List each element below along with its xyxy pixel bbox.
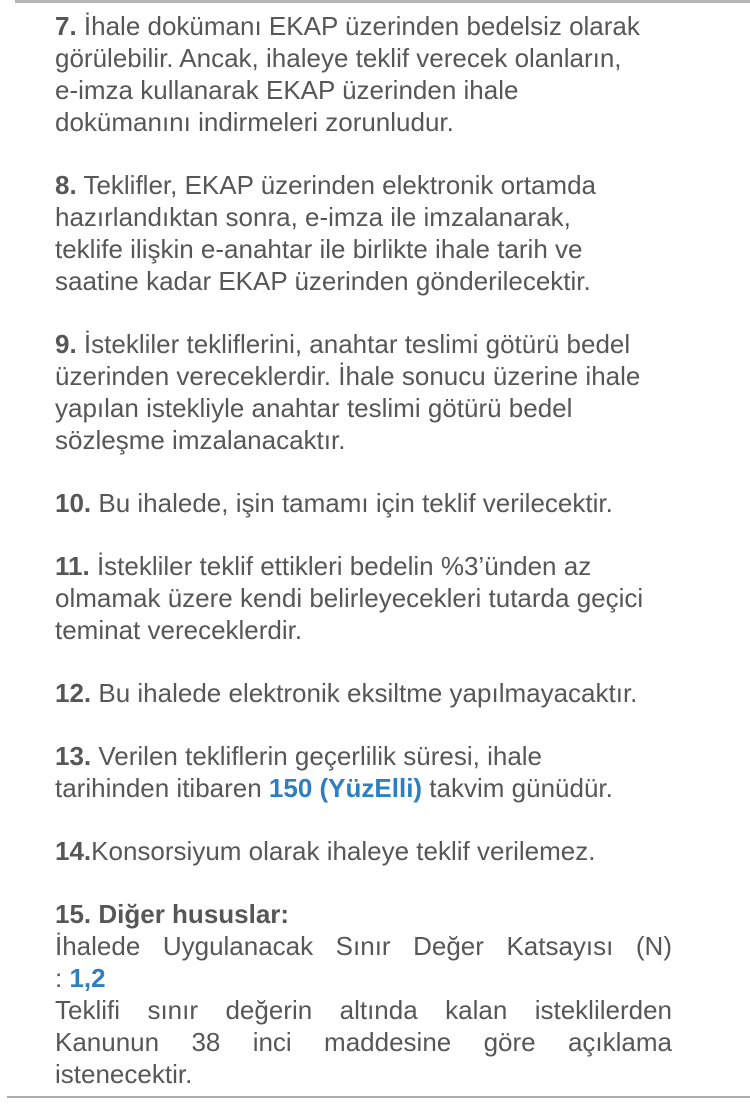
item-7	[55, 10, 672, 138]
text-segment: :	[55, 963, 70, 993]
text-segment: Kanunun 38 inci maddesine göre açıklama	[55, 1027, 672, 1057]
item-12	[55, 677, 672, 709]
text-line	[55, 677, 672, 709]
item-11	[55, 550, 672, 646]
text-line	[55, 233, 672, 265]
tender-notice-document	[55, 10, 672, 1090]
text-segment: Teklifler, EKAP üzerinden elektronik ortamda	[76, 170, 597, 200]
text-line	[55, 487, 672, 519]
text-line	[55, 42, 672, 74]
text-segment: Bu ihalede elektronik eksiltme yapılmayacaktır.	[91, 678, 638, 708]
text-line	[55, 835, 672, 867]
item-number: 12.	[55, 678, 92, 708]
text-line	[55, 550, 672, 582]
text-segment: olmamak üzere kendi belirleyecekleri tutarda geçici	[55, 583, 644, 613]
table-border-bottom	[7, 1096, 750, 1098]
text-segment: tarihinden itibaren	[55, 773, 269, 803]
text-line	[55, 265, 672, 297]
text-segment: Verilen tekliflerin geçerlilik süresi, ihale	[91, 741, 543, 771]
text-segment: yapılan istekliyle anahtar teslimi götürü bedel	[55, 393, 573, 423]
text-segment: takvim günüdür.	[422, 773, 613, 803]
text-line	[55, 898, 672, 930]
text-line	[55, 582, 672, 614]
text-segment: İhalede Uygulanacak Sınır Değer Katsayısı (N)	[55, 931, 672, 961]
item-number: 7.	[55, 11, 77, 41]
text-line	[55, 962, 672, 994]
text-segment: İstekliler tekliflerini, anahtar teslimi götürü bedel	[76, 329, 631, 359]
text-segment: görülebilir. Ancak, ihaleye teklif verecek olanların,	[55, 43, 622, 73]
text-line	[55, 169, 672, 201]
text-segment: Teklifi sınır değerin altında kalan isteklilerden	[55, 995, 672, 1025]
text-line	[55, 10, 672, 42]
text-line	[55, 1058, 672, 1090]
item-number: 13.	[55, 741, 92, 771]
item-15	[55, 898, 672, 1090]
item-8	[55, 169, 672, 297]
text-line	[55, 1026, 672, 1058]
text-line	[55, 994, 672, 1026]
text-segment: istenecektir.	[55, 1059, 193, 1089]
text-line	[55, 360, 672, 392]
text-segment: İhale dokümanı EKAP üzerinden bedelsiz olarak	[76, 11, 640, 41]
table-border-top	[15, 0, 750, 3]
text-segment: teklife ilişkin e-anahtar ile birlikte ihale tarih ve	[55, 234, 583, 264]
highlighted-value: 150 (YüzElli)	[268, 773, 423, 803]
item-9	[55, 328, 672, 456]
text-segment: dokümanını indirmeleri zorunludur.	[55, 107, 454, 137]
text-segment: Bu ihalede, işin tamamı için teklif verilecektir.	[91, 488, 613, 518]
item-number: 10.	[55, 488, 92, 518]
text-line	[55, 772, 672, 804]
item-13	[55, 740, 672, 804]
text-line	[55, 328, 672, 360]
item-14	[55, 835, 672, 867]
item-number: 8.	[55, 170, 77, 200]
text-line	[55, 106, 672, 138]
text-line	[55, 201, 672, 233]
text-line	[55, 74, 672, 106]
text-segment: teminat vereceklerdir.	[55, 615, 303, 645]
text-line	[55, 740, 672, 772]
text-segment: İstekliler teklif ettikleri bedelin %3’ünden az	[89, 551, 592, 581]
item-number: 9.	[55, 329, 77, 359]
text-line	[55, 392, 672, 424]
text-line	[55, 424, 672, 456]
text-line	[55, 614, 672, 646]
text-segment: üzerinden vereceklerdir. İhale sonucu üzerine ihale	[55, 361, 641, 391]
item-number: 15. Diğer hususlar:	[55, 899, 290, 929]
item-number: 11.	[55, 551, 90, 581]
text-segment: sözleşme imzalanacaktır.	[55, 425, 346, 455]
text-line	[55, 930, 672, 962]
text-segment: Konsorsiyum olarak ihaleye teklif verilemez.	[91, 836, 596, 866]
item-10	[55, 487, 672, 519]
item-number: 14.	[55, 836, 92, 866]
text-segment: hazırlandıktan sonra, e-imza ile imzalanarak,	[55, 202, 571, 232]
text-segment: e-imza kullanarak EKAP üzerinden ihale	[55, 75, 519, 105]
highlighted-value: 1,2	[69, 963, 106, 993]
text-segment: saatine kadar EKAP üzerinden gönderilecektir.	[55, 266, 591, 296]
